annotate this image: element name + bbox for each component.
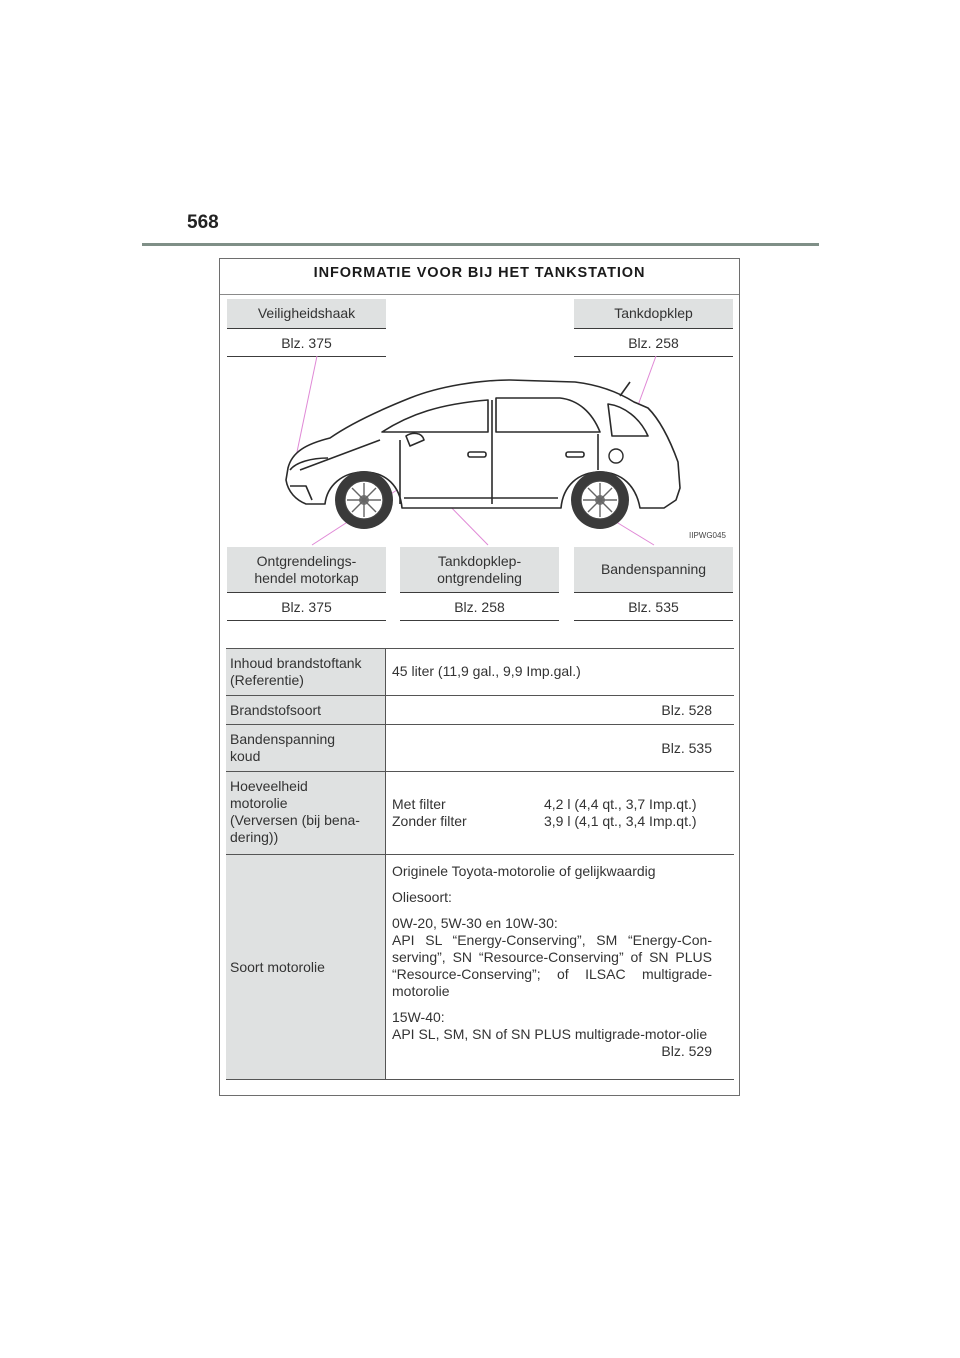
key-text: Brandstofsoort: [230, 701, 322, 718]
label-text: hendel motorkap: [254, 569, 359, 586]
ref-tankdopklep[interactable]: Blz. 258: [574, 329, 733, 357]
oil-grade-title: 0W-20, 5W-30 en 10W-30:: [392, 915, 558, 931]
spec-line: [392, 813, 712, 830]
leader-line-hook: [297, 356, 317, 452]
label-text: Tankdopklep-: [437, 552, 522, 569]
table-row: [226, 725, 734, 772]
key-text: (Referentie): [230, 672, 304, 688]
key-text: Inhoud brandstoftank: [230, 655, 362, 671]
table-row: [226, 696, 734, 725]
ref-fuel-door-release[interactable]: Blz. 258: [400, 593, 559, 621]
fuel-door-icon: [609, 449, 623, 463]
label-text: Tankdopklep: [614, 305, 693, 321]
spec-value: 4,2 l (4,4 qt., 3,7 Imp.qt.): [544, 796, 697, 812]
label-fuel-door-release: [400, 547, 559, 593]
key-text: (Verversen (bij bena-: [230, 812, 360, 828]
oil-grade-block: [392, 1009, 712, 1060]
label-hood-release: [227, 547, 386, 593]
key-text: Hoeveelheid: [230, 778, 308, 794]
table-row: [226, 649, 734, 696]
row-key: [226, 772, 386, 854]
row-key: [226, 855, 386, 1079]
key-text: Bandenspanning: [230, 731, 336, 747]
oil-grade-title: 15W-40:: [392, 1009, 445, 1025]
oil-quantity-value: [386, 772, 734, 854]
spec-value: 3,9 l (4,1 qt., 3,4 Imp.qt.): [544, 813, 697, 829]
row-key: [226, 649, 386, 695]
key-text: koud: [230, 748, 261, 764]
table-row: [226, 855, 734, 1080]
page-number: 568: [187, 212, 219, 233]
label-text: Bandenspanning: [600, 561, 707, 577]
ref-tire-pressure[interactable]: Blz. 535: [574, 593, 733, 621]
label-text: Veiligheidshaak: [257, 305, 356, 321]
tire-pressure-ref[interactable]: Blz. 535: [661, 740, 712, 756]
spec-label: Zonder filter: [392, 813, 467, 829]
oil-type-ref[interactable]: Blz. 529: [661, 1043, 712, 1059]
spec-label: Met filter: [392, 796, 446, 812]
fuel-type-ref[interactable]: Blz. 528: [661, 702, 712, 718]
ref-hood-release[interactable]: Blz. 375: [227, 593, 386, 621]
oil-grade-block: [392, 915, 712, 1000]
spec-line: [392, 796, 712, 813]
label-text: Ontgrendelings-: [256, 552, 357, 569]
label-tire-pressure: [574, 547, 733, 593]
table-row: [226, 772, 734, 855]
oil-type-value: [386, 855, 734, 1079]
oil-grade-text: API SL, SM, SN of SN PLUS multigrade-motor-olie: [392, 1026, 708, 1042]
key-text: dering)): [230, 829, 279, 845]
row-key: [226, 696, 386, 724]
oil-type-line: Oliesoort:: [392, 889, 452, 905]
image-code: IIPWG045: [689, 531, 726, 540]
oil-grade-text: API SL “Energy-Conserving”, SM “Energy-Con-serving”, SN “Resource-Conserving” of SN PLUS “Resource-Conserving”; of ILSAC multigrade-motorolie: [392, 932, 712, 999]
leader-line-tire: [613, 520, 654, 545]
fuel-info-table: [226, 648, 734, 1080]
fuel-capacity-value: 45 liter (11,9 gal., 9,9 Imp.gal.): [392, 663, 581, 679]
ref-veiligheidshaak[interactable]: Blz. 375: [227, 329, 386, 357]
key-text: Soort motorolie: [230, 958, 325, 975]
label-text: ontgrendeling: [437, 569, 522, 586]
section-title: INFORMATIE VOOR BIJ HET TANKSTATION: [313, 265, 646, 281]
key-text: motorolie: [230, 795, 288, 811]
oil-type-line: Originele Toyota-motorolie of gelijkwaardig: [392, 863, 656, 879]
row-key: [226, 725, 386, 771]
